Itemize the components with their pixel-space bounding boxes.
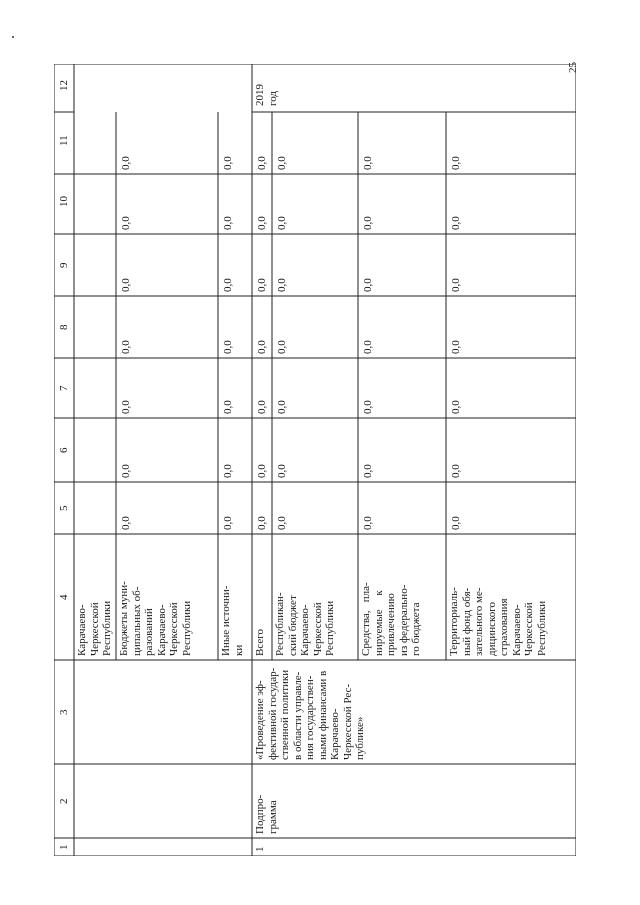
row-2-col9	[218, 234, 252, 296]
row-1-col10-text: 0,0	[120, 216, 132, 230]
row-5-col7	[358, 358, 446, 418]
row-6-col4-text: Территориаль- ный фонд обя- зательного ме- дицинского страхования Карачаево- Черкесской Республики	[448, 587, 548, 656]
row-3-col4	[252, 534, 272, 660]
row-3-col11-text: 0,0	[256, 156, 268, 170]
row-3-col5-text: 0,0	[256, 516, 268, 530]
col-header-1	[54, 838, 74, 856]
row-3-col9-text: 0,0	[256, 278, 268, 292]
col-header-4	[54, 534, 74, 660]
row-2-col10	[218, 174, 252, 234]
row-5-col7-text: 0,0	[362, 400, 374, 414]
row-6-col10	[446, 174, 576, 234]
row-1-col10	[116, 174, 218, 234]
row-3-col12	[252, 64, 576, 112]
row-6-col10-text: 0,0	[450, 216, 462, 230]
row-3-col2-text: Подпро- грамма	[254, 794, 279, 834]
scan-speck	[12, 36, 14, 38]
row-3-col4-text: Всего	[254, 629, 266, 656]
row-2-col8-text: 0,0	[222, 340, 234, 354]
col-header-5-text: 5	[58, 505, 70, 511]
row-5-col11-text: 0,0	[362, 156, 374, 170]
row-2-col4-text: Иные источни- ки	[220, 585, 245, 656]
col-header-11-text: 11	[58, 135, 70, 146]
row-1-col8	[116, 296, 218, 358]
col-header-9-text: 9	[58, 262, 70, 268]
row-1-col5	[116, 482, 218, 534]
col-header-5	[54, 482, 74, 534]
row-5-col4	[358, 534, 446, 660]
row-1-col7	[116, 358, 218, 418]
row-6-col9-text: 0,0	[450, 278, 462, 292]
row-1-col4-text: Бюджеты муни- ципальных об- разований Карачаево- Черкесской Республики	[118, 581, 193, 656]
row-4-col10	[272, 174, 358, 234]
row-5-col10-text: 0,0	[362, 216, 374, 230]
row-1-col8-text: 0,0	[120, 340, 132, 354]
row-2-col5-text: 0,0	[222, 516, 234, 530]
row-5-col4-text: Средства, пла- нируемые к привлечению из федерально- го бюджета	[360, 582, 422, 656]
row-0-col4-text: Карачаево- Черкесской Республики	[76, 600, 113, 656]
row-2-col6	[218, 418, 252, 482]
row-3-col11	[252, 112, 272, 174]
row-3-col9	[252, 234, 272, 296]
row-3-col6	[252, 418, 272, 482]
row-5-col9-text: 0,0	[362, 278, 374, 292]
row-6-col11	[446, 112, 576, 174]
col-header-9	[54, 234, 74, 296]
row-4-col11-text: 0,0	[276, 156, 288, 170]
row-2-col9-text: 0,0	[222, 278, 234, 292]
row-5-col8-text: 0,0	[362, 340, 374, 354]
row-4-col8-text: 0,0	[276, 340, 288, 354]
row-3-col3-text: «Проведение эф- фективной государ- ственной политики в области управле- ния государствен- ными финансами в Карачаево- Черкесской Рес- публике»	[254, 667, 366, 760]
row-1-col11	[116, 112, 218, 174]
row-4-col9-text: 0,0	[276, 278, 288, 292]
row-3-col8-text: 0,0	[256, 340, 268, 354]
col-header-8	[54, 296, 74, 358]
col-header-11	[54, 112, 74, 174]
row-1-col11-text: 0,0	[120, 156, 132, 170]
col-header-12	[54, 64, 74, 112]
row-6-col9	[446, 234, 576, 296]
col-header-10	[54, 174, 74, 234]
rotated-financing-table	[54, 64, 576, 856]
row-5-col5	[358, 482, 446, 534]
page-number: 25	[567, 62, 579, 73]
row-3-col3	[252, 660, 576, 764]
row-2-col7-text: 0,0	[222, 400, 234, 414]
row-1-col7-text: 0,0	[120, 400, 132, 414]
row-1-col6	[116, 418, 218, 482]
col-header-3	[54, 660, 74, 764]
row-6-col11-text: 0,0	[450, 156, 462, 170]
row-4-col6	[272, 418, 358, 482]
row-4-col5	[272, 482, 358, 534]
row-4-col10-text: 0,0	[276, 216, 288, 230]
row-3-col10-text: 0,0	[256, 216, 268, 230]
row-5-col5-text: 0,0	[362, 516, 374, 530]
col-header-6	[54, 418, 74, 482]
row-5-col6-text: 0,0	[362, 464, 374, 478]
row-1-col4	[116, 534, 218, 660]
row-2-col11	[218, 112, 252, 174]
row-3-col6-text: 0,0	[256, 464, 268, 478]
row-6-col4	[446, 534, 576, 660]
row-5-col11	[358, 112, 446, 174]
row-5-col10	[358, 174, 446, 234]
row-3-col5	[252, 482, 272, 534]
row-1-col5-text: 0,0	[120, 516, 132, 530]
col-header-7	[54, 358, 74, 418]
row-1-col6-text: 0,0	[120, 464, 132, 478]
row-2-col11-text: 0,0	[222, 156, 234, 170]
row-4-col11	[272, 112, 358, 174]
row-6-col8-text: 0,0	[450, 340, 462, 354]
row-4-col8	[272, 296, 358, 358]
row-6-col7	[446, 358, 576, 418]
row-6-col6-text: 0,0	[450, 464, 462, 478]
col-header-7-text: 7	[58, 385, 70, 391]
col-header-3-text: 3	[58, 709, 70, 715]
row-4-col7	[272, 358, 358, 418]
row-4-col7-text: 0,0	[276, 400, 288, 414]
col-header-8-text: 8	[58, 324, 70, 330]
col-header-1-text: 1	[58, 844, 70, 850]
row-3-col2	[252, 764, 279, 838]
row-4-col4-text: Республикан- ский бюджет Карачаево- Черкесской Республики	[274, 592, 336, 656]
row-6-col7-text: 0,0	[450, 400, 462, 414]
row-3-col1	[252, 838, 272, 856]
row-5-col8	[358, 296, 446, 358]
row-3-col7-text: 0,0	[256, 400, 268, 414]
row-4-col5-text: 0,0	[276, 516, 288, 530]
row-1-col9	[116, 234, 218, 296]
row-4-col9	[272, 234, 358, 296]
row-0-col4	[74, 534, 116, 660]
col-header-4-text: 4	[58, 594, 70, 600]
row-3-col12-text: 2019 год	[254, 84, 279, 106]
row-6-col5-text: 0,0	[450, 516, 462, 530]
row-2-col5	[218, 482, 252, 534]
col-header-2-text: 2	[58, 798, 70, 804]
row-6-col6	[446, 418, 576, 482]
row-5-col9	[358, 234, 446, 296]
col-header-10-text: 10	[58, 196, 70, 207]
row-3-col7	[252, 358, 272, 418]
row-6-col8	[446, 296, 576, 358]
row-4-col6-text: 0,0	[276, 464, 288, 478]
row-2-col6-text: 0,0	[222, 464, 234, 478]
row-2-col4	[218, 534, 252, 660]
col-header-12-text: 12	[58, 80, 70, 91]
row-3-col1-text: 1	[254, 846, 266, 852]
col-header-6-text: 6	[58, 447, 70, 453]
row-4-col4	[272, 534, 358, 660]
row-3-col8	[252, 296, 272, 358]
col-header-2	[54, 764, 74, 838]
row-2-col7	[218, 358, 252, 418]
row-3-col10	[252, 174, 272, 234]
row-6-col5	[446, 482, 576, 534]
row-1-col9-text: 0,0	[120, 278, 132, 292]
row-5-col6	[358, 418, 446, 482]
row-2-col8	[218, 296, 252, 358]
row-2-col10-text: 0,0	[222, 216, 234, 230]
